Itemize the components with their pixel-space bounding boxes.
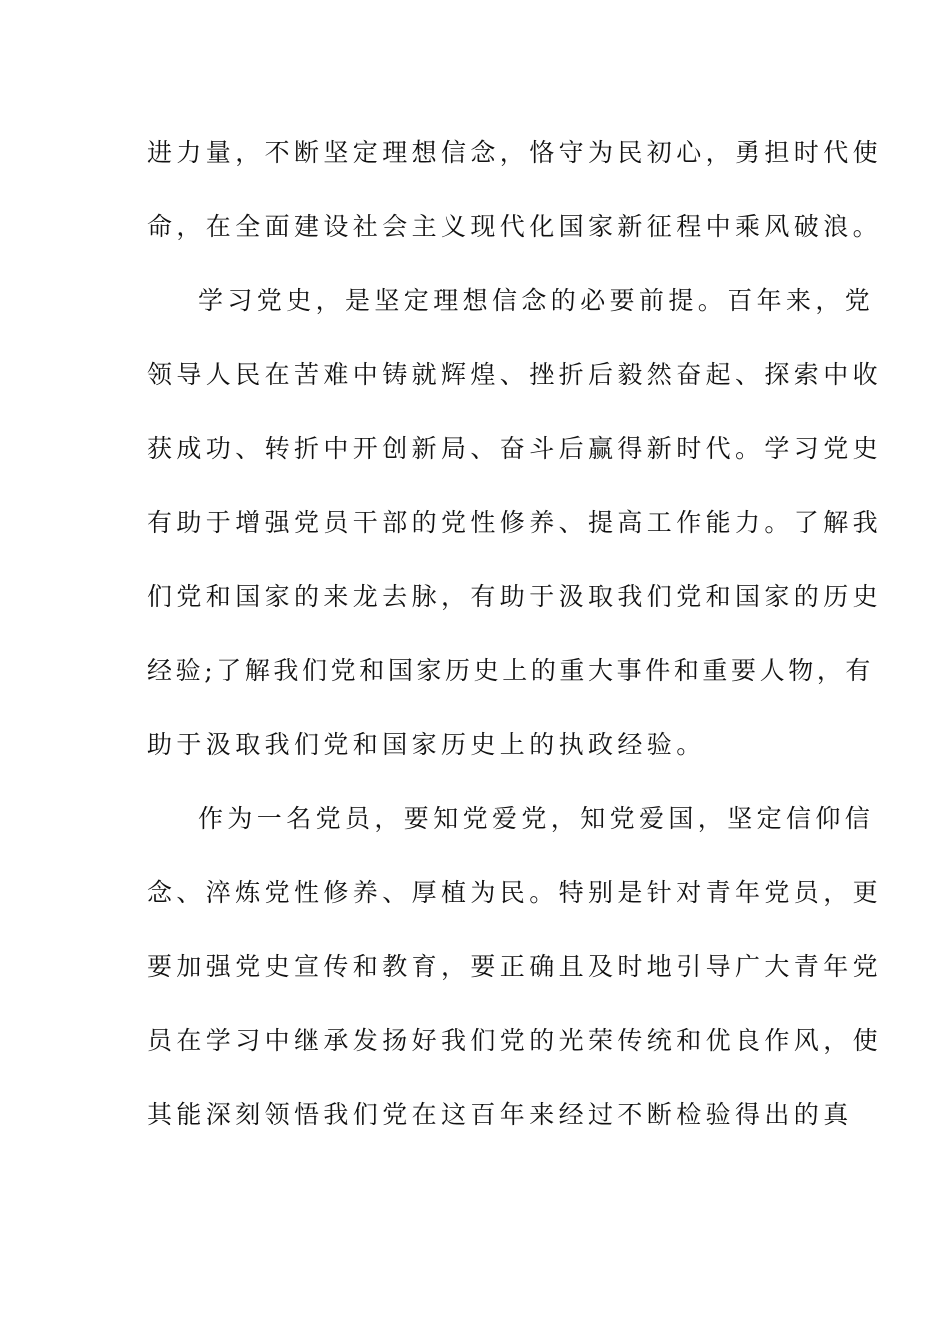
text-line: 要加强党史宣传和教育，要正确且及时地引导广大青年党 [147,952,883,981]
text-line: 命，在全面建设社会主义现代化国家新征程中乘风破浪。 [147,212,883,241]
text-line: 有助于增强党员干部的党性修养、提高工作能力。了解我 [147,508,883,537]
text-line: 们党和国家的来龙去脉，有助于汲取我们党和国家的历史 [147,582,883,611]
text-line: 员在学习中继承发扬好我们党的光荣传统和优良作风，使 [147,1026,883,1055]
paragraph-start-line: 学习党史，是坚定理想信念的必要前提。百年来，党 [198,286,875,315]
paragraph-start-line: 作为一名党员，要知党爱党，知党爱国，坚定信仰信 [198,804,875,833]
text-line: 经验;了解我们党和国家历史上的重大事件和重要人物，有 [147,656,875,685]
text-line: 获成功、转折中开创新局、奋斗后赢得新时代。学习党史 [147,434,883,463]
text-line: 其能深刻领悟我们党在这百年来经过不断检验得出的真 [147,1100,853,1129]
text-line: 念、淬炼党性修养、厚植为民。特别是针对青年党员，更 [147,878,883,907]
text-line: 进力量，不断坚定理想信念，恪守为民初心，勇担时代使 [147,138,883,167]
text-line: 助于汲取我们党和国家历史上的执政经验。 [147,730,706,759]
text-line: 领导人民在苦难中铸就辉煌、挫折后毅然奋起、探索中收 [147,360,883,389]
